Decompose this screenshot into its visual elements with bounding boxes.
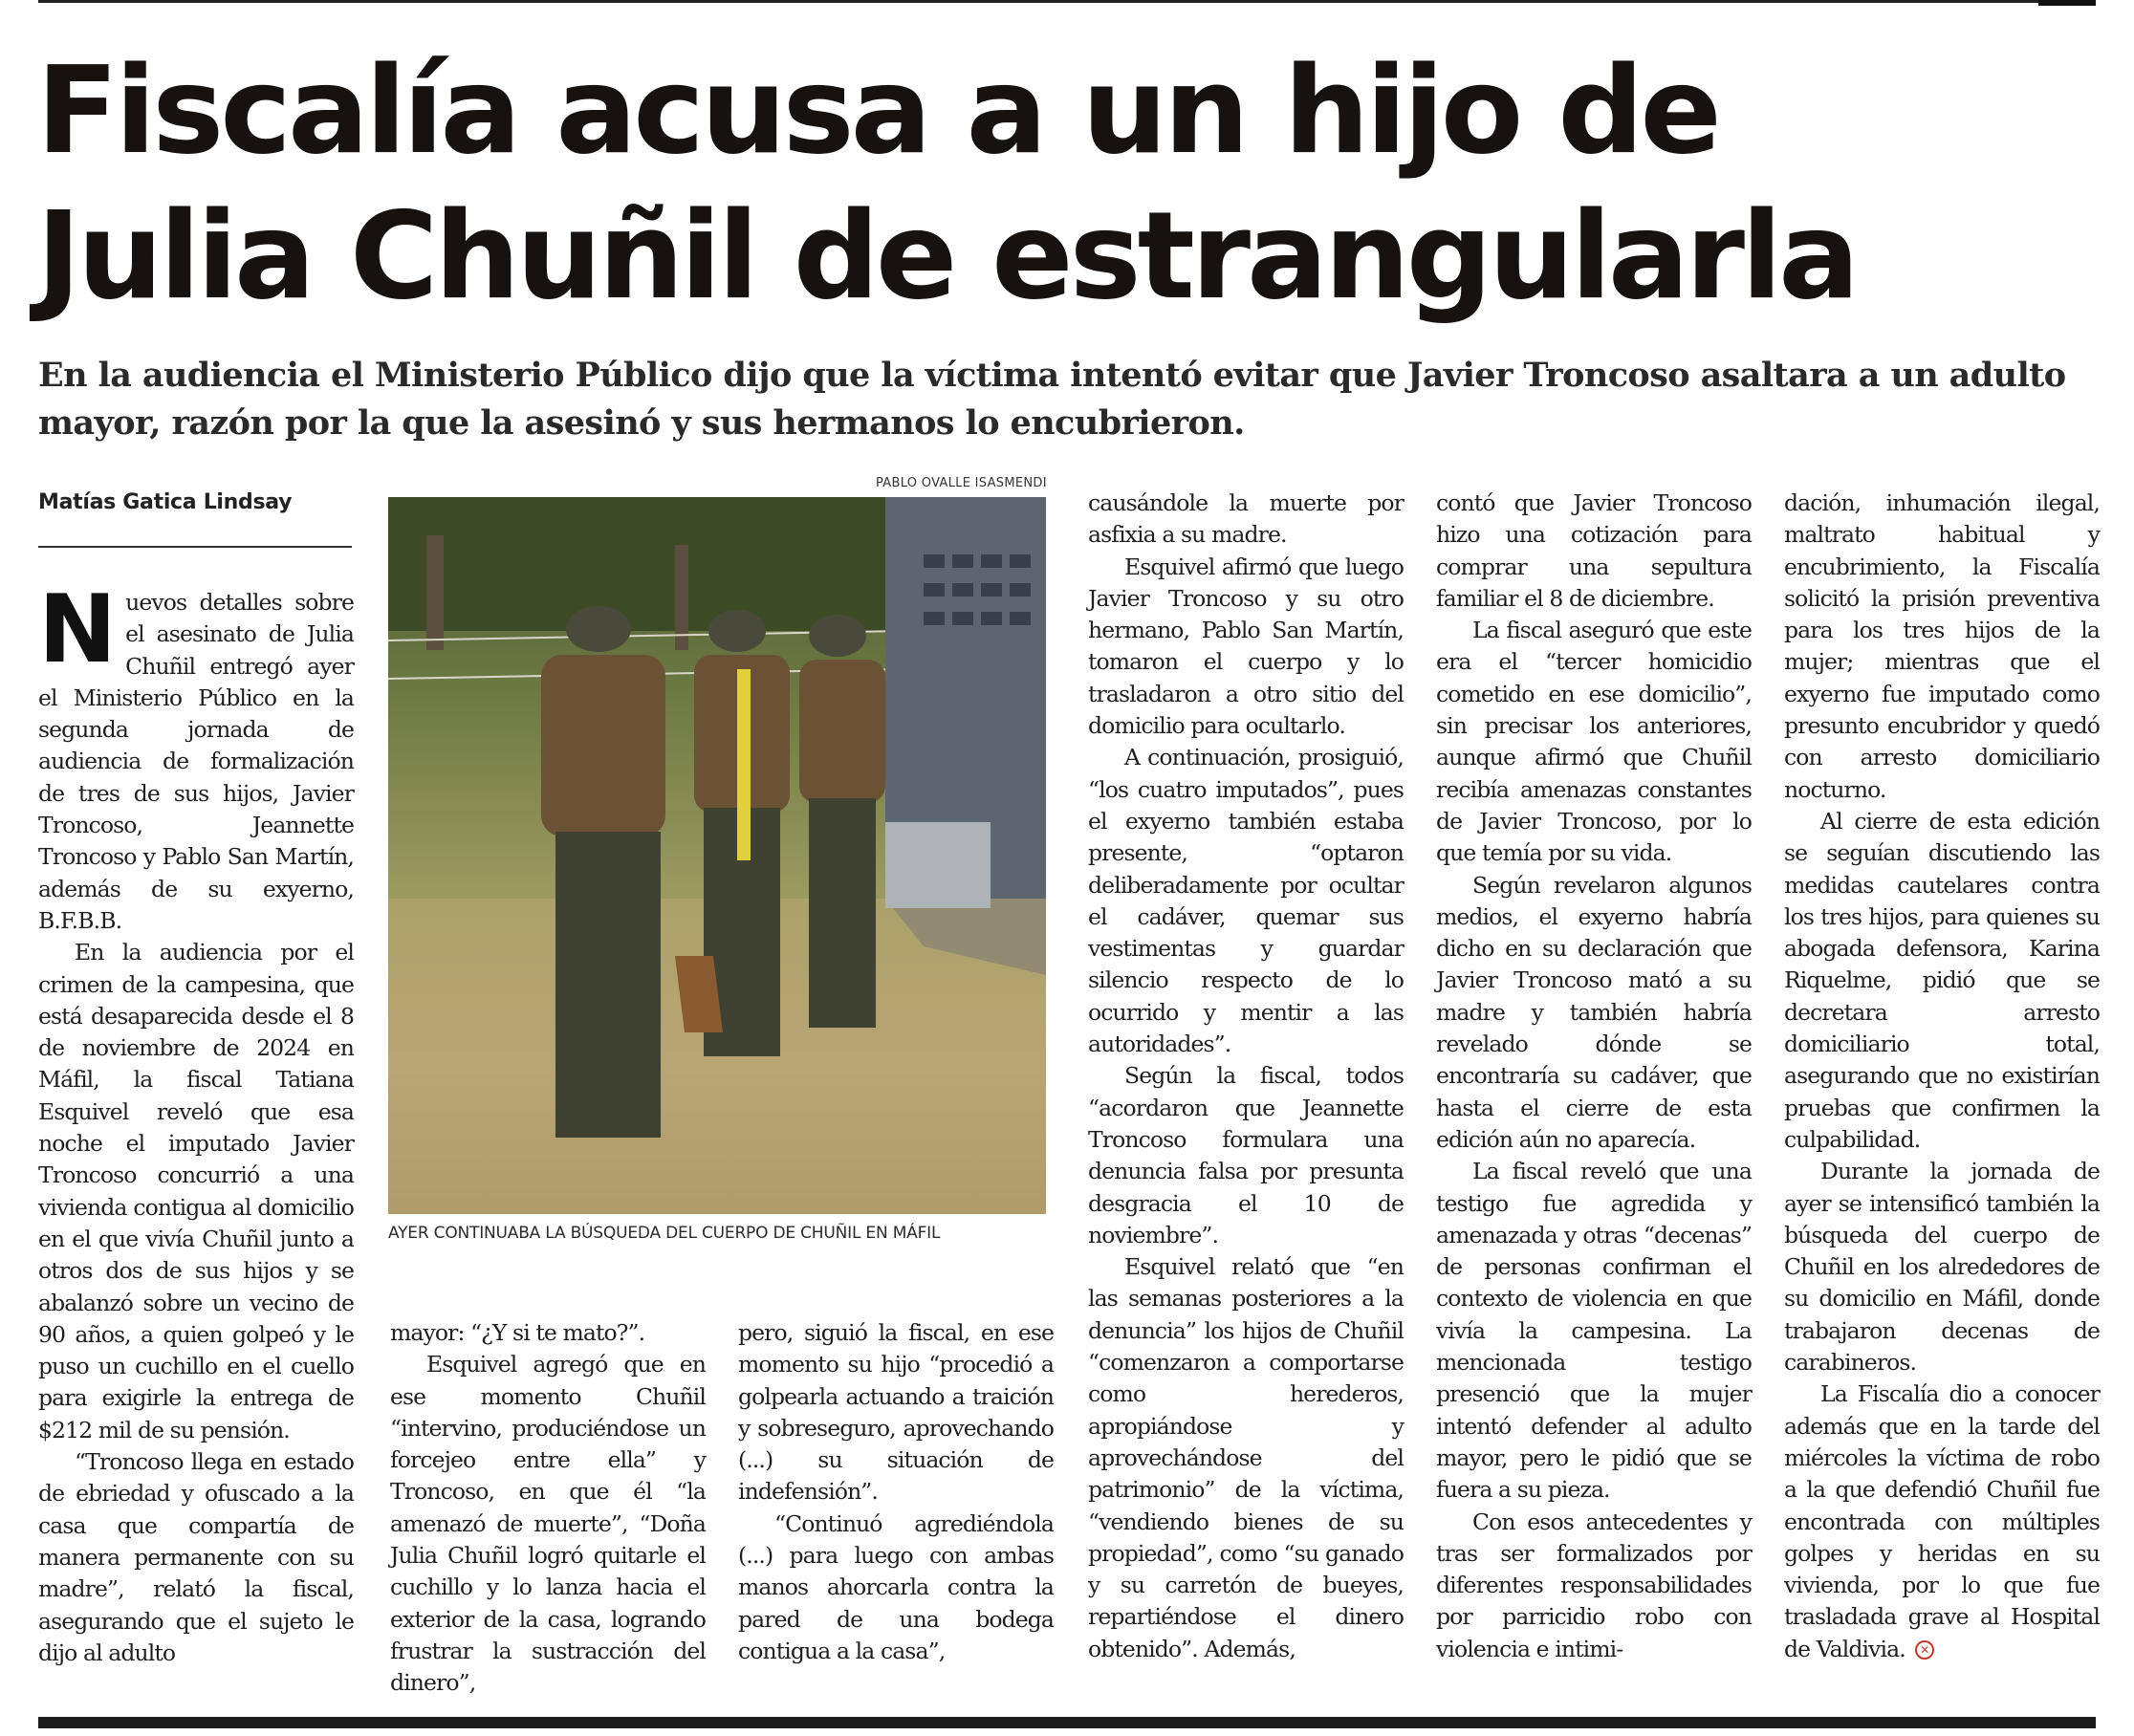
paragraph-text: La Fiscalía dio a conocer además que en la tarde del miércoles la víctima de robo a la que defendió Chuñil fue encontrada con múltiples golpes y heridas en su vivienda, por lo que fue trasladada grave al Hospital de Valdivia. <box>1784 1380 2100 1662</box>
headline-line-1: Fiscalía acusa a un hijo de <box>36 40 1718 181</box>
news-photo <box>388 497 1046 1214</box>
paragraph <box>38 575 354 937</box>
headline-line-2: Julia Chuñil de estrangularla <box>36 185 1857 326</box>
paragraph: pero, siguió la fiscal, en ese momento su hijo “procedió a golpearla actuando a traición y sobreseguro, aprovechando (...) su situación de indefensión”. <box>738 1319 1054 1506</box>
paragraph: “Continuó agrediéndola (...) para luego con ambas manos ahorcarla contra la pared de una bodega contigua a la casa”, <box>738 1509 1054 1664</box>
photo-caption: AYER CONTINUABA LA BÚSQUEDA DEL CUERPO DE CHUÑIL EN MÁFIL <box>388 1224 941 1243</box>
paragraph: Durante la jornada de ayer se intensificó también la búsqueda del cuerpo de Chuñil en los alrededores de su domicilio en Máfil, donde trabajaron decenas de carabineros. <box>1784 1158 2100 1377</box>
paragraph: La fiscal reveló que una testigo fue agredida y amenazada y otras “decenas” de personas confirman el contexto de violencia en que vivía la campesina. La mencionada testigo presenció que la mujer intentó defender al adulto mayor, pero le pidió que se fuera a su pieza. <box>1436 1158 1752 1504</box>
bottom-rule <box>38 1717 2096 1728</box>
photo-credit: PABLO OVALLE ISASMENDI <box>876 476 1047 490</box>
paragraph: Esquivel relató que “en las semanas posteriores a la denuncia” los hijos de Chuñil “comenzaron a comportarse como herederos, apropiándose y aprovechándose del patrimonio” de la víctima, “vendiendo bienes de su propiedad”, como “su ganado y su carretón de bueyes, repartiéndose el dinero obtenido”. Además, <box>1088 1253 1404 1662</box>
paragraph: Con esos antecedentes y tras ser formalizados por diferentes responsabilidades por parricidio robo con violencia e intimi- <box>1436 1508 1752 1662</box>
drop-cap: N <box>38 575 117 684</box>
paragraph-text: uevos detalles sobre el asesinato de Julia Chuñil entregó ayer el Ministerio Público en la segunda jornada de audiencia de formalización de tres de sus hijos, Javier Troncoso, Jeannette Troncoso y Pablo San Martín, además de su exyerno, B.F.B.B. <box>38 589 354 934</box>
end-mark-icon: ✕ <box>1915 1640 1934 1660</box>
article-column-6 <box>1784 488 2100 1665</box>
paragraph: Según revelaron algunos medios, el exyerno habría dicho en su declaración que Javier Troncoso mató a su madre y también habría revelado dónde se encontraría su cadáver, que hasta el cierre de esta edición aún no aparecía. <box>1436 871 1752 1153</box>
article-column-2 <box>390 1317 706 1700</box>
paragraph: Al cierre de esta edición se seguían discutiendo las medidas cautelares contra los tres hijos, para quienes su abogada defensora, Karina Riquelme, pidió que se decretara arresto domiciliario total, asegurando que no existirían pruebas que confirmen la culpabilidad. <box>1784 807 2100 1153</box>
paragraph: mayor: “¿Y si te mato?”. <box>390 1319 645 1346</box>
deck: En la audiencia el Ministerio Público dijo que la víctima intentó evitar que Javier Troncoso asaltara a un adulto mayor, razón por la que la asesinó y sus hermanos lo encubrieron. <box>38 356 2066 443</box>
article-column-1 <box>38 575 354 1669</box>
photo-illustration <box>388 497 1046 1214</box>
headline <box>36 38 2092 329</box>
paragraph: En la audiencia por el crimen de la campesina, que está desaparecida desde el 8 de noviembre de 2024 en Máfil, la fiscal Tatiana Esquivel reveló que esa noche el imputado Javier Troncoso concurrió a una vivienda contigua al domicilio en el que vivía Chuñil junto a otros dos de sus hijos y se abalanzó sobre un vecino de 90 años, a quien golpeó y le puso un cuchillo en el cuello para exigirle la entrega de $212 mil de su pensión. <box>38 939 354 1443</box>
paragraph: A continuación, prosiguió, “los cuatro imputados”, pues el exyerno también estaba presente, “optaron deliberadamente por ocultar el cadáver, quemar sus vestimentas y guardar silencio respecto de lo ocurrido y mentir a las autoridades”. <box>1088 744 1404 1058</box>
article-column-4 <box>1088 488 1404 1665</box>
fence-post <box>426 535 444 650</box>
corner-mark <box>2038 0 2096 6</box>
article-column-3 <box>738 1317 1054 1667</box>
paragraph: Esquivel afirmó que luego Javier Troncoso y su otro hermano, Pablo San Martín, tomaron el cuerpo y lo trasladaron a otro sitio del domicilio para ocultarlo. <box>1088 553 1404 740</box>
paragraph <box>1784 1378 2100 1665</box>
paragraph: “Troncoso llega en estado de ebriedad y ofuscado a la casa que compartía de manera permanente con su madre”, relató la fiscal, asegurando que el sujeto le dijo al adulto <box>38 1448 354 1666</box>
paragraph: dación, inhumación ilegal, maltrato habitual y encubrimiento, la Fiscalía solicitó la prisión preventiva para los tres hijos de la mujer; mientras que el exyerno fue imputado como presunto encubridor y quedó con arresto domiciliario nocturno. <box>1784 489 2100 803</box>
paragraph: Esquivel agregó que en ese momento Chuñil “intervino, produciéndose un forcejeo entre ella” y Troncoso, en que él “la amenazó de muerte”, “Doña Julia Chuñil logró quitarle el cuchillo y lo lanza hacia el exterior de la casa, logrando frustrar la sustracción del dinero”, <box>390 1351 706 1697</box>
paragraph: contó que Javier Troncoso hizo una cotización para comprar una sepultura familiar el 8 de diciembre. <box>1436 489 1752 612</box>
byline-rule <box>38 546 352 548</box>
paragraph: La fiscal aseguró que este era el “tercer homicidio cometido en ese domicilio”, sin precisar los anteriores, aunque afirmó que Chuñil recibía amenazas constantes de Javier Troncoso, por lo que temía por su vida. <box>1436 617 1752 867</box>
paragraph: causándole la muerte por asfixia a su madre. <box>1088 489 1404 549</box>
top-rule <box>38 0 2096 3</box>
paragraph: Según la fiscal, todos “acordaron que Jeannette Troncoso formulara una denuncia falsa por presunta desgracia el 10 de noviembre”. <box>1088 1062 1404 1248</box>
article-column-5 <box>1436 488 1752 1665</box>
byline: Matías Gatica Lindsay <box>38 490 293 514</box>
